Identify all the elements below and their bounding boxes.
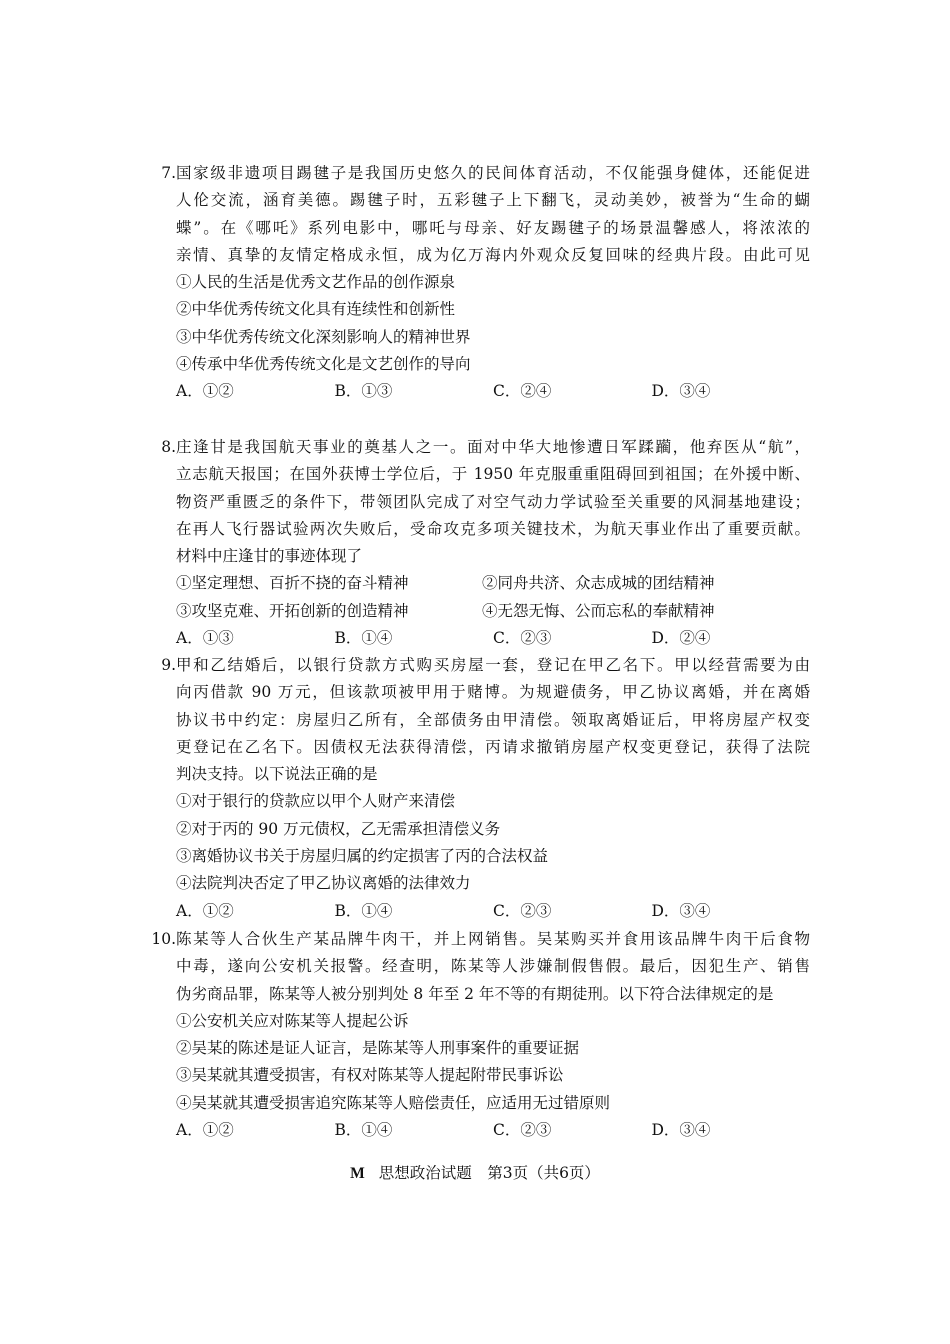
stem-line: 协议书中约定：房屋归乙所有，全部债务由甲清偿。领取离婚证后，甲将房屋产权变 [176, 710, 810, 729]
statement: ①对于银行的贷款应以甲个人财产来清偿 [176, 792, 456, 811]
option-d: D．③④ [651, 382, 711, 401]
option-c: C．②③ [493, 629, 552, 648]
stem-line: 更登记在乙名下。因债权无法获得清偿，丙请求撤销房屋产权变更登记，获得了法院 [176, 737, 810, 756]
stem-line: 国家级非遗项目踢毽子是我国历史悠久的民间体育活动，不仅能强身健体，还能促进 [176, 164, 810, 182]
answer-options [176, 625, 810, 652]
stem-line: 蝶”。在《哪吒》系列电影中，哪吒与母亲、好友踢毽子的场景温馨感人，将浓浓的 [176, 218, 810, 237]
question-9 [150, 652, 810, 925]
statement: ④法院判决否定了甲乙协议离婚的法律效力 [176, 874, 471, 893]
answer-options [176, 1117, 810, 1144]
answer-options [176, 898, 810, 925]
question-number: 7. [161, 164, 176, 182]
stem-line: 在再人飞行器试验两次失败后，受命攻克多项关键技术，为航天事业作出了重要贡献。 [176, 519, 810, 538]
stem-line: 立志航天报国；在国外获博士学位后，于 1950 年克服重重阻碍回到祖国；在外援中断、 [176, 465, 810, 484]
question-body [176, 160, 810, 406]
question-body [176, 434, 810, 652]
question-7 [150, 160, 810, 406]
page-info: 思想政治试题 第3页（共6页） [378, 1164, 600, 1182]
statement-pair [176, 570, 810, 597]
stem-line: 材料中庄逢甘的事迹体现了 [176, 547, 363, 566]
statement: ④传承中华优秀传统文化是文艺创作的导向 [176, 355, 471, 374]
statement: ③攻坚克难、开拓创新的创造精神 [176, 601, 409, 620]
option-b: B．①④ [334, 901, 393, 920]
statement: ③离婚协议书关于房屋归属的约定损害了丙的合法权益 [176, 847, 549, 866]
stem-line: 人伦交流，涵育美德。踢毽子时，五彩毽子上下翻飞，灵动美妙，被誉为“生命的蝴 [176, 191, 810, 210]
option-a: A．①② [176, 901, 234, 920]
stem-line: 物资严重匮乏的条件下，带领团队完成了对空气动力学试验至关重要的风洞基地建设； [176, 492, 810, 511]
option-c: C．②④ [493, 382, 552, 401]
statement: ①坚定理想、百折不挠的奋斗精神 [176, 574, 409, 593]
stem-line: 判决支持。以下说法正确的是 [176, 765, 378, 784]
option-c: C．②③ [493, 901, 552, 920]
stem-line: 伪劣商品罪，陈某等人被分别判处 8 年至 2 年不等的有期徒刑。以下符合法律规定的是 [176, 984, 774, 1003]
option-d: D．②④ [651, 629, 711, 648]
statement: ①公安机关应对陈某等人提起公诉 [176, 1011, 409, 1030]
statement: ④吴某就其遭受损害追究陈某等人赔偿责任，应适用无过错原则 [176, 1093, 611, 1112]
option-b: B．①③ [334, 382, 393, 401]
stem-line: 向丙借款 90 万元，但该款项被甲用于赌博。为规避债务，甲乙协议离婚，并在离婚 [176, 683, 810, 702]
statement: ④无怨无悔、公而忘私的奉献精神 [482, 601, 715, 620]
option-b: B．①④ [334, 629, 393, 648]
page-footer [0, 1161, 950, 1183]
question-number: 10. [151, 930, 176, 948]
question-body [176, 652, 810, 925]
statement: ①人民的生活是优秀文艺作品的创作源泉 [176, 273, 456, 292]
option-a: A．①② [176, 1121, 234, 1140]
option-d: D．③④ [651, 901, 711, 920]
paper-code: M [350, 1165, 365, 1182]
statement: ②中华优秀传统文化具有连续性和创新性 [176, 300, 456, 319]
question-number: 8. [161, 438, 176, 456]
stem-line: 庄逢甘是我国航天事业的奠基人之一。面对中华大地惨遭日军蹂躏，他弃医从“航”， [176, 438, 810, 456]
statement: ③中华优秀传统文化深刻影响人的精神世界 [176, 327, 471, 346]
question-body [176, 926, 810, 1144]
question-8 [150, 434, 810, 652]
option-d: D．③④ [651, 1121, 711, 1140]
answer-options [176, 378, 810, 405]
stem-line: 甲和乙结婚后，以银行贷款方式购买房屋一套，登记在甲乙名下。甲以经营需要为由 [176, 656, 810, 674]
stem-line: 亲情、真挚的友情定格成永恒，成为亿万海内外观众反复回味的经典片段。由此可见 [176, 245, 810, 264]
question-number: 9. [161, 656, 176, 674]
option-c: C．②③ [493, 1121, 552, 1140]
option-a: A．①② [176, 382, 234, 401]
statement: ②同舟共济、众志成城的团结精神 [482, 574, 715, 593]
statement: ③吴某就其遭受损害，有权对陈某等人提起附带民事诉讼 [176, 1066, 564, 1085]
statement: ②对于丙的 90 万元债权，乙无需承担清偿义务 [176, 819, 501, 838]
question-10 [150, 926, 810, 1144]
stem-line: 中毒，遂向公安机关报警。经查明，陈某等人涉嫌制假售假。最后，因犯生产、销售 [176, 957, 810, 976]
statement-pair [176, 598, 810, 625]
option-a: A．①③ [176, 629, 234, 648]
statement: ②吴某的陈述是证人证言，是陈某等人刑事案件的重要证据 [176, 1039, 580, 1058]
stem-line: 陈某等人合伙生产某品牌牛肉干，并上网销售。吴某购买并食用该品牌牛肉干后食物 [176, 930, 810, 948]
option-b: B．①④ [334, 1121, 393, 1140]
